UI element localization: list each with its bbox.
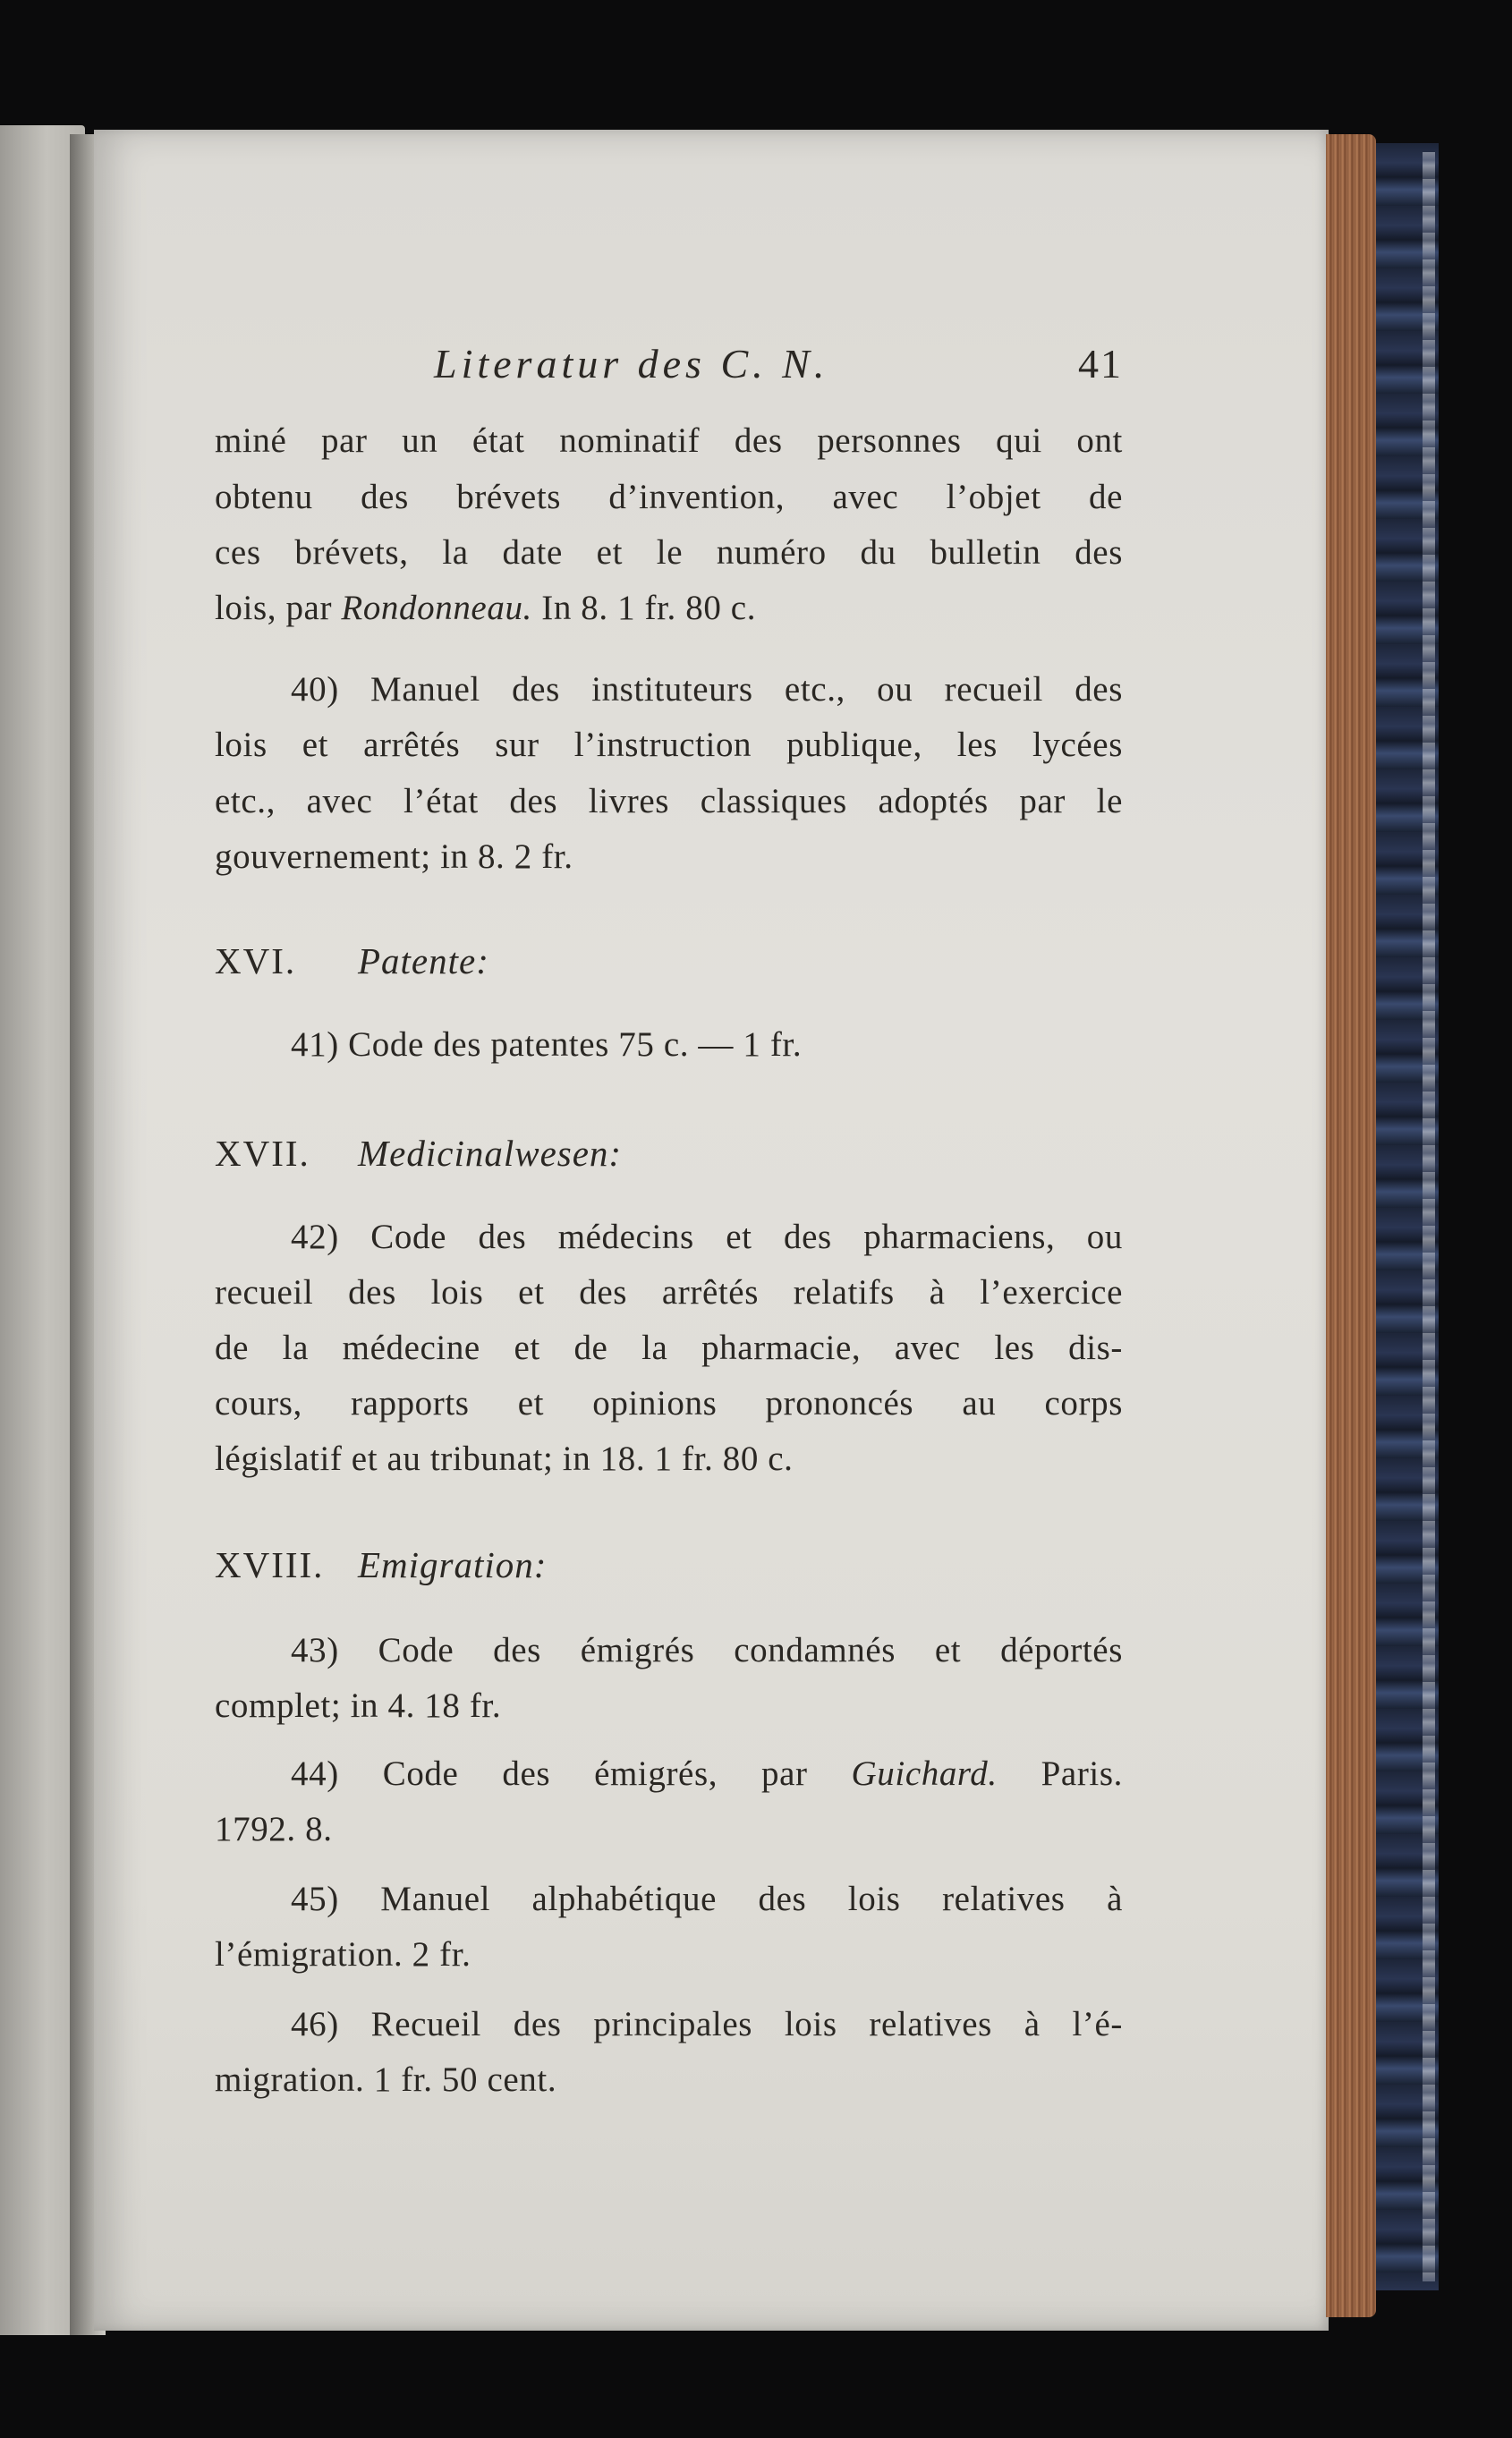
running-head: Literatur des C. N. [434,341,829,387]
section-number: XVI. [215,940,297,981]
text-line: cours, rapports et opinions prononcés au corps [215,1384,1123,1423]
text-line: complet; in 4. 18 fr. [215,1686,502,1725]
text-line: l’émigration. 2 fr. [215,1935,471,1974]
entry-40: 40) Manuel des instituteurs etc., ou recueil des [291,670,1123,709]
text-line: lois et arrêtés sur l’instruction publique, les lycées [215,726,1123,764]
text-line: gouvernement; in 8. 2 fr. [215,837,573,876]
text-fragment: Paris. [997,1754,1123,1793]
section-heading [215,939,1123,982]
text-fragment: In 8. 1 fr. 80 c. [531,589,757,627]
author-name: Rondonneau. [341,589,532,627]
entry-46: 46) Recueil des principales lois relatives à l’é- [291,2005,1123,2043]
text-line: etc., avec l’état des livres classiques adoptés par le [215,782,1123,820]
page-header [215,340,1123,394]
text-line: 1792. 8. [215,1810,333,1848]
text-line: obtenu des brévets d’invention, avec l’objet de [215,478,1123,516]
entry-41: 41) Code des patentes 75 c. — 1 fr. [291,1025,803,1064]
section-number: XVII. [215,1133,310,1174]
section-title: Medicinalwesen: [358,1133,623,1174]
text-fragment: lois, par [215,589,342,627]
page-number: 41 [1078,341,1123,387]
text-line: de la médecine et de la pharmacie, avec les dis- [215,1329,1123,1367]
section-heading [215,1543,1123,1586]
author-name: Guichard. [851,1754,998,1793]
text-line: miné par un état nominatif des personnes qui ont [215,421,1123,460]
entry-43: 43) Code des émigrés condamnés et déportés [291,1631,1123,1669]
section-title: Emigration: [358,1544,548,1585]
text-line: législatif et au tribunat; in 18. 1 fr. 80 c. [215,1440,794,1478]
text-line: recueil des lois et des arrêtés relatifs à l’exercice [215,1273,1123,1312]
cover-edge-highlight [1423,152,1435,2281]
entry-45: 45) Manuel alphabétique des lois relatives à [291,1880,1123,1918]
entry-44 [215,1754,1123,1794]
section-number: XVIII. [215,1544,325,1585]
text-line: migration. 1 fr. 50 cent. [215,2060,557,2099]
text-fragment: 44) Code des émigrés, par [291,1754,852,1793]
text-line [215,588,1123,628]
section-title: Patente: [358,940,489,981]
section-heading [215,1132,1123,1175]
text-line: ces brévets, la date et le numéro du bulletin des [215,533,1123,572]
page-fore-edge [1326,134,1376,2317]
entry-42: 42) Code des médecins et des pharmaciens, ou [291,1218,1123,1256]
